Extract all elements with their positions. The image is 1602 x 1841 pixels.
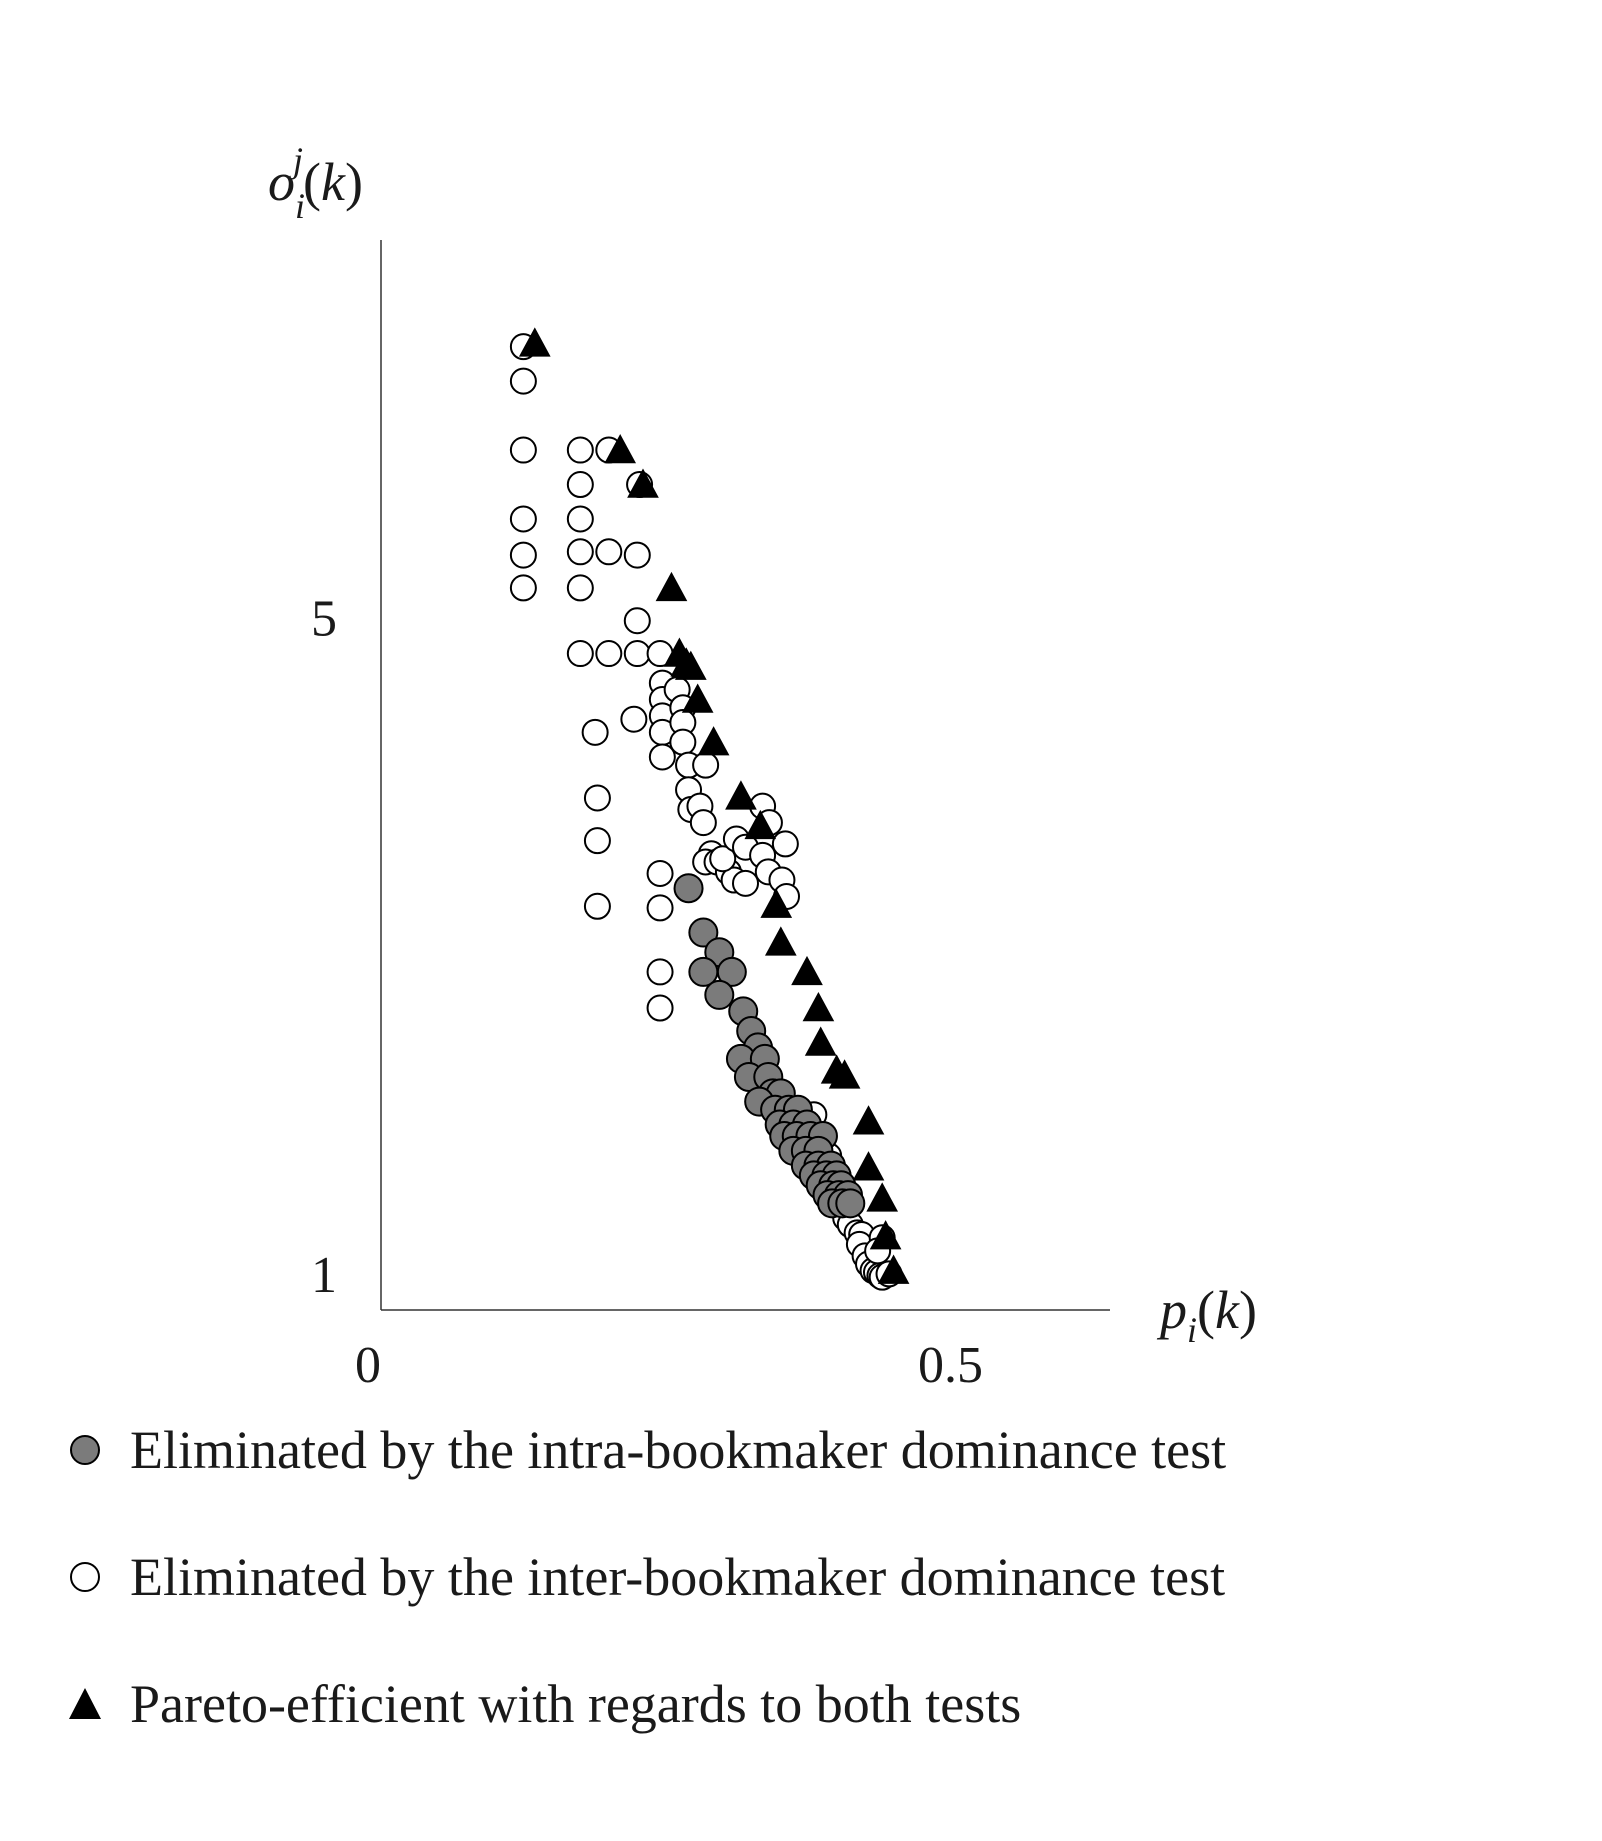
data-point-open-circle [511,575,536,600]
data-point-open-circle [670,730,695,755]
data-point-open-circle [596,539,621,564]
legend-item-inter [64,1547,1564,1607]
data-point-open-circle [648,861,673,886]
data-point-open-circle [596,641,621,666]
data-point-open-circle [585,785,610,810]
axes [381,240,1110,1310]
data-point-open-circle [621,707,646,732]
data-point-open-circle [585,828,610,853]
data-point-open-circle [511,506,536,531]
data-point-open-circle [568,539,593,564]
open-circle-icon [64,1556,106,1598]
data-point-triangle [699,727,729,755]
legend-label-pareto: Pareto-efficient with regards to both tests [130,1674,1022,1734]
legend-label-inter: Eliminated by the inter-bookmaker dominance test [130,1547,1226,1607]
y-tick-label: 1 [311,1246,337,1304]
legend [64,1420,1564,1801]
data-point-open-circle [568,438,593,463]
legend-item-intra [64,1420,1564,1480]
data-point-triangle [656,573,686,601]
data-point-open-circle [511,369,536,394]
data-point-open-circle [625,543,650,568]
data-point-gray-circle [836,1189,864,1217]
data-point-open-circle [568,641,593,666]
y-tick-label: 5 [311,590,337,648]
data-point-open-circle [648,959,673,984]
legend-label-intra: Eliminated by the intra-bookmaker dominance test [130,1420,1227,1480]
data-point-triangle [854,1106,884,1134]
series-inter-bookmaker [511,334,902,1290]
data-point-open-circle [625,641,650,666]
data-point-open-circle [693,753,718,778]
y-axis-title: oij(k) [268,140,363,226]
filled-circle-icon [64,1429,106,1471]
data-point-triangle [867,1183,897,1211]
data-point-triangle [726,781,756,809]
series-intra-bookmaker [675,874,865,1217]
x-tick-label: 0 [355,1337,381,1394]
data-point-open-circle [585,894,610,919]
data-point-open-circle [691,810,716,835]
filled-triangle-icon [64,1683,106,1725]
data-point-open-circle [648,996,673,1021]
data-point-triangle [806,1028,836,1056]
legend-item-pareto [64,1674,1564,1734]
data-point-open-circle [568,506,593,531]
data-point-gray-circle [705,981,733,1009]
data-point-triangle [854,1152,884,1180]
data-point-triangle [766,927,796,955]
data-point-triangle [803,993,833,1021]
data-point-open-circle [568,472,593,497]
data-point-open-circle [568,575,593,600]
x-axis-title: pi(k) [1160,1280,1257,1350]
data-point-open-circle [648,895,673,920]
data-point-open-circle [511,543,536,568]
x-tick-label: 0.5 [918,1337,984,1394]
data-point-open-circle [583,720,608,745]
data-point-open-circle [511,438,536,463]
data-point-open-circle [773,831,798,856]
data-point-open-circle [625,608,650,633]
data-point-triangle [792,957,822,985]
data-point-open-circle [733,871,758,896]
data-point-gray-circle [675,874,703,902]
